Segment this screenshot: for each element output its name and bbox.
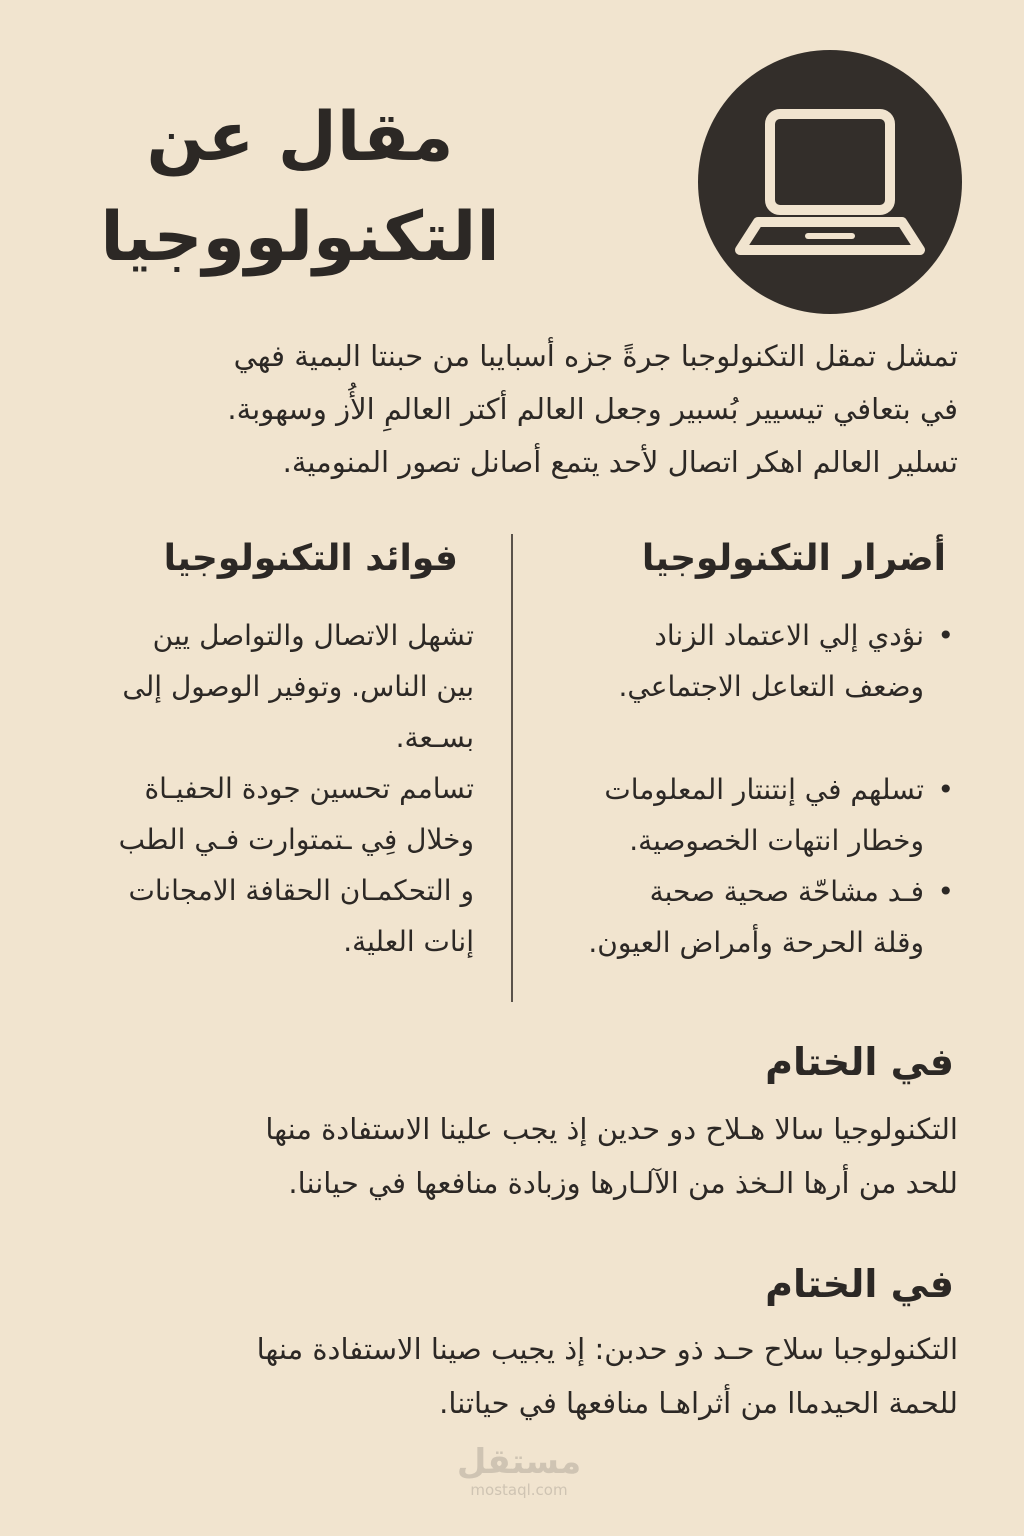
- benefits-paragraph: [54, 610, 474, 763]
- watermark-url: mostaql.com: [470, 1481, 568, 1499]
- benefits-line: إنات العلية.: [343, 925, 474, 958]
- harms-list-item: [534, 866, 954, 968]
- harms-item-line: وقلة الحرحة وأمراض العيون.: [588, 926, 924, 959]
- laptop-logo: [698, 50, 962, 314]
- bullet-icon: •: [937, 773, 954, 806]
- conclusion-paragraph: [58, 1322, 958, 1430]
- harms-item-line: نؤدي إلي الاعتماد الزناد: [654, 619, 924, 652]
- benefits-body: [54, 610, 474, 967]
- benefits-line: تشهل الاتصال والتواصل يين: [152, 619, 474, 652]
- benefits-paragraph: [54, 763, 474, 967]
- watermark-logo-text: مستقل: [456, 1442, 582, 1482]
- conclusion-heading: في الختام: [765, 1262, 954, 1306]
- harms-item-line: فـد مشاحّة صحية صحبة: [649, 875, 924, 908]
- conclusion-line: التكنولوجبا سلاح حـد ذو حدبن: إذ يجيب صينا الاستفادة منها: [256, 1332, 958, 1366]
- page-title: [40, 88, 560, 288]
- benefits-line: و التحكمـان الحقافة الامجانات: [128, 874, 474, 907]
- intro-line: تسلير العالم اهكر اتصال لأحد يتمع أصانل تصور المنومية.: [282, 445, 958, 479]
- benefits-line: بين الناس. وتوفير الوصول إلى: [122, 670, 474, 703]
- harms-item-line: وضعف التعاعل الاجتماعي.: [618, 670, 924, 703]
- laptop-icon: [698, 50, 962, 314]
- intro-line: في بتعافي تيسيير بُسبير وجعل العالم أكتر العالمِ الأُز وسهوبة.: [227, 392, 958, 426]
- benefits-line: تسامم تحسين جودة الحفيـاة: [144, 772, 474, 805]
- intro-line: تمشل تمقل التكنولوجبا جرةً جزه أسبايبا من حبنتا البمية فهي: [233, 339, 958, 373]
- conclusion-heading: في الختام: [765, 1040, 954, 1084]
- watermark: [454, 1442, 584, 1498]
- column-divider: [511, 534, 513, 1002]
- harms-list-item: [534, 764, 954, 866]
- harms-item-line: وخطار انتهات الخصوصية.: [629, 824, 924, 857]
- benefits-heading: فوائد التكنولوجيا: [163, 538, 458, 579]
- bullet-icon: •: [937, 619, 954, 652]
- harms-list: [534, 610, 954, 968]
- benefits-line: وخلال فِي ـتمتوارت فـي الطب: [118, 823, 474, 856]
- benefits-line: بسـعة.: [395, 721, 474, 754]
- harms-list-item: [534, 610, 954, 712]
- conclusion-line: للحد من أرها الـخذ من الآلـارها وزبادة منافعها في حياننا.: [288, 1166, 958, 1200]
- bullet-icon: •: [937, 875, 954, 908]
- harms-item-line: تسلهم في إنتنتار المعلومات: [604, 773, 924, 806]
- title-line-1: مقال عن: [146, 98, 454, 177]
- conclusion-line: التكنولوجيا سالا هـلاح دو حدين إذ يجب علينا الاستفادة منها: [265, 1112, 958, 1146]
- title-line-2: التكنولووجيا: [100, 198, 500, 277]
- conclusion-line: للحمة الحيدماا من أثراهـا منافعها في حياتنا.: [439, 1386, 958, 1420]
- intro-paragraph: [62, 330, 958, 489]
- harms-heading: أضرار التكنولوجيا: [641, 538, 946, 579]
- conclusion-paragraph: [58, 1102, 958, 1210]
